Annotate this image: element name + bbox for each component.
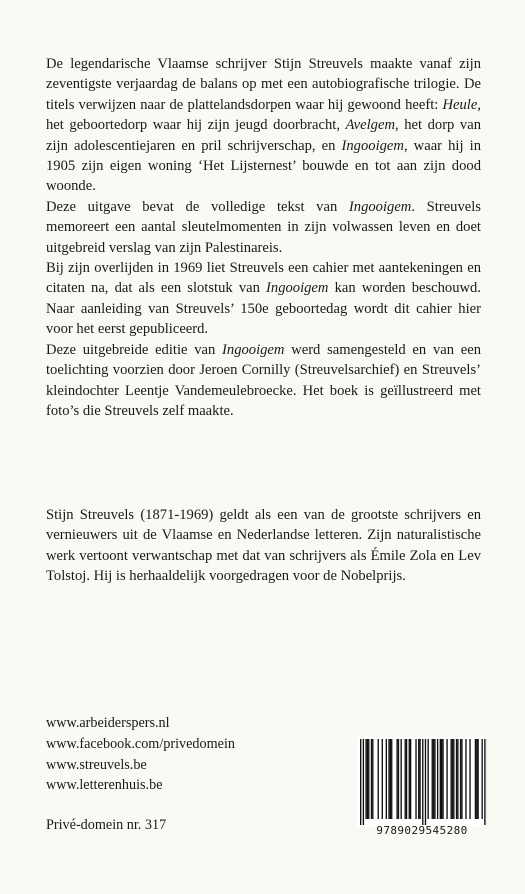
series-label: Privé-domein nr. 317 bbox=[46, 817, 167, 833]
barcode-bar bbox=[446, 739, 447, 819]
website-link-facebook[interactable]: www.facebook.com/privedomein bbox=[46, 735, 235, 752]
barcode-bar bbox=[453, 739, 454, 819]
barcode-bar bbox=[378, 739, 379, 819]
barcode-bar bbox=[390, 739, 391, 819]
barcode-bar bbox=[409, 739, 410, 819]
blurb-paragraph-2: Deze uitgave bevat de volledige tekst van Ingooigem. Streuvels memoreert een aantal sleutelmomenten in zijn volwassen leven en doet uitgebreid verslag van zijn Palestinareis. bbox=[46, 198, 481, 256]
barcode-bar bbox=[367, 739, 368, 819]
barcode-bar bbox=[461, 739, 462, 819]
barcode-bar bbox=[372, 739, 373, 819]
blurb-paragraph-3: Bij zijn overlijden in 1969 liet Streuvels een cahier met aantekeningen en citaten na, dat als een slotstuk van Ingooigem kan worden beschouwd. Naar aanleiding van Streuvels’ 150e geboortedag wordt dit cahier hier voor het eerst gepubliceerd. bbox=[46, 260, 481, 338]
author-bio-text: Stijn Streuvels (1871-1969) geldt als een van de grootste schrijvers en vernieuwers uit de Vlaamse en Nederlandse letteren. Zijn naturalistische werk vertoont verwantschap met dat van schrijvers als Émile Zola en Lev Tolstoj. Hij is herhaaldelijk voorgedragen voor de Nobelprijs. bbox=[46, 507, 481, 585]
barcode-bar bbox=[465, 739, 466, 819]
barcode-bar bbox=[425, 739, 426, 825]
barcode-bar bbox=[460, 739, 461, 819]
barcode-bar bbox=[484, 739, 485, 825]
barcode-bar bbox=[396, 739, 397, 819]
website-list bbox=[46, 713, 235, 796]
barcode-bar bbox=[457, 739, 458, 819]
barcode-bar bbox=[419, 739, 420, 819]
author-bio bbox=[46, 505, 481, 587]
barcode-bar bbox=[456, 739, 457, 819]
barcode-bar bbox=[482, 739, 483, 819]
website-link-arbeiderspers[interactable]: www.arbeiderspers.nl bbox=[46, 715, 170, 731]
blurb-text bbox=[46, 54, 481, 421]
barcode-bar bbox=[440, 739, 441, 819]
barcode-bar bbox=[386, 739, 387, 819]
title-ingooigem: Ingooigem bbox=[341, 137, 404, 154]
barcode-bar bbox=[433, 739, 434, 819]
isbn-barcode bbox=[357, 737, 487, 827]
barcode-bar bbox=[476, 739, 477, 819]
barcode-bar bbox=[401, 739, 402, 819]
barcode-bar bbox=[398, 739, 399, 819]
barcode-bar bbox=[477, 739, 478, 819]
barcode-bar bbox=[441, 739, 442, 819]
barcode-graphic bbox=[357, 737, 487, 825]
barcode-bar bbox=[475, 739, 476, 819]
isbn-number: 9789029545280 bbox=[376, 824, 468, 837]
title-avelgem: Avelgem bbox=[345, 117, 395, 134]
barcode-bar bbox=[405, 739, 406, 819]
blurb-paragraph-4: Deze uitgebreide editie van Ingooigem werd samengesteld en van een toelichting voorzien door Jeroen Cornilly (Streuvelsarchief) en Streuvels’ kleindochter Leentje Vandemeulebroecke. Het boek is geïllustreerd met foto’s die Streuvels zelf maakte. bbox=[46, 341, 481, 419]
barcode-bar bbox=[428, 739, 429, 819]
title-heule: Heule bbox=[442, 96, 478, 113]
barcode-bar bbox=[434, 739, 435, 819]
barcode-bar bbox=[415, 739, 416, 819]
blurb-paragraph-1: De legendarische Vlaamse schrijver Stijn Streuvels maakte vanaf zijn zeventigste verjaardag de balans op met een autobiografische trilogie. De titels verwijzen naar de plattelandsdorpen waar hij gewoond heeft: Heule, het geboortedorp waar hij zijn jeugd doorbracht, Avelgem, het dorp van zijn adolescentiejaren en pril schrijverschap, en Ingooigem, waar hij in 1905 zijn eigen woning ‘Het Lijsternest’ bouwde en tot aan zijn dood woonde. bbox=[46, 56, 481, 195]
title-ingooigem: Ingooigem bbox=[266, 280, 329, 297]
barcode-bar bbox=[469, 739, 470, 819]
barcode-bar bbox=[452, 739, 453, 819]
barcode-bar bbox=[410, 739, 411, 819]
barcode-bar bbox=[360, 739, 361, 825]
website-link-letterenhuis[interactable]: www.letterenhuis.be bbox=[46, 777, 163, 794]
barcode-bar bbox=[418, 739, 419, 819]
website-link-streuvels[interactable]: www.streuvels.be bbox=[46, 756, 147, 773]
barcode-bar bbox=[368, 739, 369, 819]
barcode-bar bbox=[442, 739, 443, 819]
barcode-bar bbox=[450, 739, 451, 819]
barcode-bar bbox=[363, 739, 364, 825]
barcode-bar bbox=[406, 739, 407, 819]
barcode-bar bbox=[365, 739, 366, 819]
barcode-bar bbox=[388, 739, 389, 819]
barcode-bar bbox=[382, 739, 383, 819]
barcode-bar bbox=[391, 739, 392, 819]
barcode-bar bbox=[432, 739, 433, 819]
barcode-bar bbox=[371, 739, 372, 819]
title-ingooigem: Ingooigem bbox=[222, 341, 285, 358]
barcode-bar bbox=[422, 739, 423, 825]
title-ingooigem: Ingooigem bbox=[348, 198, 412, 215]
barcode-bar bbox=[437, 739, 438, 819]
